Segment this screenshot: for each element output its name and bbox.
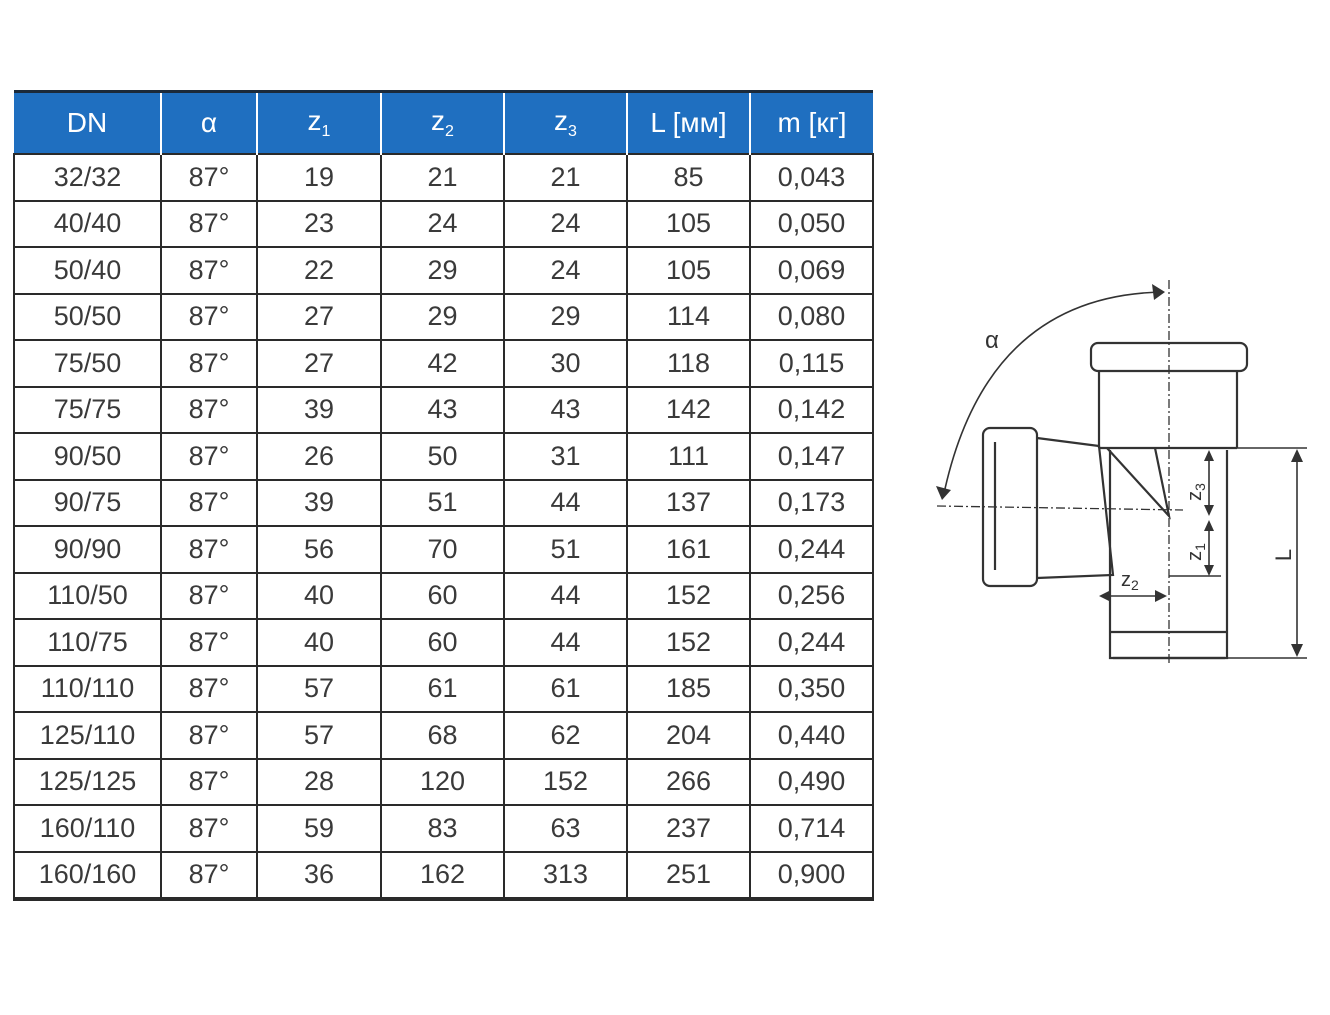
cell-z2: 50 [381, 433, 504, 480]
cell-z1: 59 [257, 805, 381, 852]
cell-z2: 43 [381, 387, 504, 434]
cell-z2: 68 [381, 712, 504, 759]
cell-length: 137 [627, 480, 750, 527]
table-row [14, 666, 873, 713]
header-z2: $z_2$ [381, 92, 504, 155]
cell-alpha: 87° [161, 759, 257, 806]
cell-length: 152 [627, 619, 750, 666]
table-row [14, 154, 873, 201]
cell-mass: 0,714 [750, 805, 873, 852]
cell-alpha: 87° [161, 805, 257, 852]
table-row [14, 759, 873, 806]
cell-z2: 60 [381, 573, 504, 620]
cell-z1: 39 [257, 387, 381, 434]
cell-length: 114 [627, 294, 750, 341]
cell-alpha: 87° [161, 619, 257, 666]
cell-z2: 83 [381, 805, 504, 852]
z3-label: $z_3$ [1184, 483, 1208, 501]
cell-dn: 90/90 [14, 526, 161, 573]
table-row [14, 480, 873, 527]
cell-alpha: 87° [161, 201, 257, 248]
cell-dn: 50/40 [14, 247, 161, 294]
header-length: L [мм] [627, 92, 750, 155]
cell-z1: 36 [257, 852, 381, 900]
cell-length: 118 [627, 340, 750, 387]
cell-dn: 50/50 [14, 294, 161, 341]
cell-alpha: 87° [161, 480, 257, 527]
cell-mass: 0,440 [750, 712, 873, 759]
cell-dn: 90/75 [14, 480, 161, 527]
cell-z1: 40 [257, 619, 381, 666]
cell-mass: 0,350 [750, 666, 873, 713]
table-row [14, 573, 873, 620]
table-row [14, 805, 873, 852]
cell-z2: 120 [381, 759, 504, 806]
cell-mass: 0,069 [750, 247, 873, 294]
cell-z2: 51 [381, 480, 504, 527]
cell-z2: 29 [381, 294, 504, 341]
cell-z3: 44 [504, 573, 627, 620]
cell-mass: 0,244 [750, 619, 873, 666]
cell-alpha: 87° [161, 387, 257, 434]
cell-dn: 75/75 [14, 387, 161, 434]
cell-z3: 44 [504, 619, 627, 666]
cell-z3: 24 [504, 201, 627, 248]
cell-alpha: 87° [161, 247, 257, 294]
cell-alpha: 87° [161, 666, 257, 713]
cell-z2: 42 [381, 340, 504, 387]
cell-z1: 27 [257, 294, 381, 341]
cell-z3: 21 [504, 154, 627, 201]
cell-dn: 110/50 [14, 573, 161, 620]
cell-dn: 125/110 [14, 712, 161, 759]
header-mass: m [кг] [750, 92, 873, 155]
z2-label: $z_2$ [1121, 569, 1139, 593]
cell-z1: 19 [257, 154, 381, 201]
cell-mass: 0,900 [750, 852, 873, 900]
cell-z1: 40 [257, 573, 381, 620]
cell-length: 111 [627, 433, 750, 480]
alpha-label: α [985, 327, 999, 354]
cell-dn: 90/50 [14, 433, 161, 480]
cell-length: 237 [627, 805, 750, 852]
cell-alpha: 87° [161, 712, 257, 759]
cell-z3: 24 [504, 247, 627, 294]
tee-fitting-diagram [925, 270, 1320, 690]
cell-z3: 31 [504, 433, 627, 480]
cell-mass: 0,173 [750, 480, 873, 527]
cell-alpha: 87° [161, 294, 257, 341]
table-row [14, 712, 873, 759]
cell-dn: 110/75 [14, 619, 161, 666]
cell-z1: 26 [257, 433, 381, 480]
cell-mass: 0,256 [750, 573, 873, 620]
table-row [14, 201, 873, 248]
alpha-arc [943, 292, 1163, 498]
header-z3: $z_3$ [504, 92, 627, 155]
cell-dn: 125/125 [14, 759, 161, 806]
cell-z3: 63 [504, 805, 627, 852]
cell-z1: 27 [257, 340, 381, 387]
cell-alpha: 87° [161, 340, 257, 387]
cell-dn: 160/110 [14, 805, 161, 852]
cell-alpha: 87° [161, 526, 257, 573]
spec-table [13, 90, 874, 901]
table-row [14, 247, 873, 294]
cell-length: 85 [627, 154, 750, 201]
cell-z1: 57 [257, 666, 381, 713]
table-row [14, 387, 873, 434]
cell-z3: 29 [504, 294, 627, 341]
table-row [14, 619, 873, 666]
cell-mass: 0,050 [750, 201, 873, 248]
cell-alpha: 87° [161, 573, 257, 620]
cell-z2: 70 [381, 526, 504, 573]
cell-mass: 0,142 [750, 387, 873, 434]
header-z1: $z_1$ [257, 92, 381, 155]
cell-z2: 24 [381, 201, 504, 248]
z1-label: $z_1$ [1184, 543, 1208, 561]
cell-length: 161 [627, 526, 750, 573]
table-row [14, 433, 873, 480]
cell-z2: 60 [381, 619, 504, 666]
table-row [14, 340, 873, 387]
cell-mass: 0,115 [750, 340, 873, 387]
length-label: L [1271, 548, 1296, 562]
cell-z1: 28 [257, 759, 381, 806]
cell-z3: 152 [504, 759, 627, 806]
table-row [14, 294, 873, 341]
cell-length: 204 [627, 712, 750, 759]
table-row [14, 852, 873, 900]
table-body [14, 154, 873, 899]
cell-z1: 39 [257, 480, 381, 527]
cell-mass: 0,244 [750, 526, 873, 573]
header-dn: DN [14, 92, 161, 155]
cell-z3: 44 [504, 480, 627, 527]
cell-length: 266 [627, 759, 750, 806]
cell-length: 105 [627, 201, 750, 248]
cell-z2: 21 [381, 154, 504, 201]
inner-junction [1107, 448, 1169, 516]
cell-z3: 43 [504, 387, 627, 434]
cell-mass: 0,490 [750, 759, 873, 806]
cell-length: 142 [627, 387, 750, 434]
cell-dn: 110/110 [14, 666, 161, 713]
cell-mass: 0,043 [750, 154, 873, 201]
table-row [14, 526, 873, 573]
main-body [1099, 448, 1237, 658]
cell-mass: 0,080 [750, 294, 873, 341]
cell-length: 251 [627, 852, 750, 900]
header-row [14, 92, 873, 155]
cell-z3: 62 [504, 712, 627, 759]
cell-z1: 23 [257, 201, 381, 248]
cell-z2: 29 [381, 247, 504, 294]
cell-dn: 32/32 [14, 154, 161, 201]
cell-alpha: 87° [161, 433, 257, 480]
cell-dn: 160/160 [14, 852, 161, 900]
cell-length: 105 [627, 247, 750, 294]
cell-z1: 57 [257, 712, 381, 759]
cell-z3: 313 [504, 852, 627, 900]
cell-z1: 22 [257, 247, 381, 294]
cell-z2: 61 [381, 666, 504, 713]
header-alpha: α [161, 92, 257, 155]
cell-z1: 56 [257, 526, 381, 573]
cell-z3: 51 [504, 526, 627, 573]
cell-length: 185 [627, 666, 750, 713]
cell-z3: 30 [504, 340, 627, 387]
cell-z2: 162 [381, 852, 504, 900]
cell-alpha: 87° [161, 154, 257, 201]
cell-dn: 40/40 [14, 201, 161, 248]
cell-mass: 0,147 [750, 433, 873, 480]
cell-alpha: 87° [161, 852, 257, 900]
cell-dn: 75/50 [14, 340, 161, 387]
cell-z3: 61 [504, 666, 627, 713]
cell-length: 152 [627, 573, 750, 620]
top-pipe [1099, 371, 1237, 448]
